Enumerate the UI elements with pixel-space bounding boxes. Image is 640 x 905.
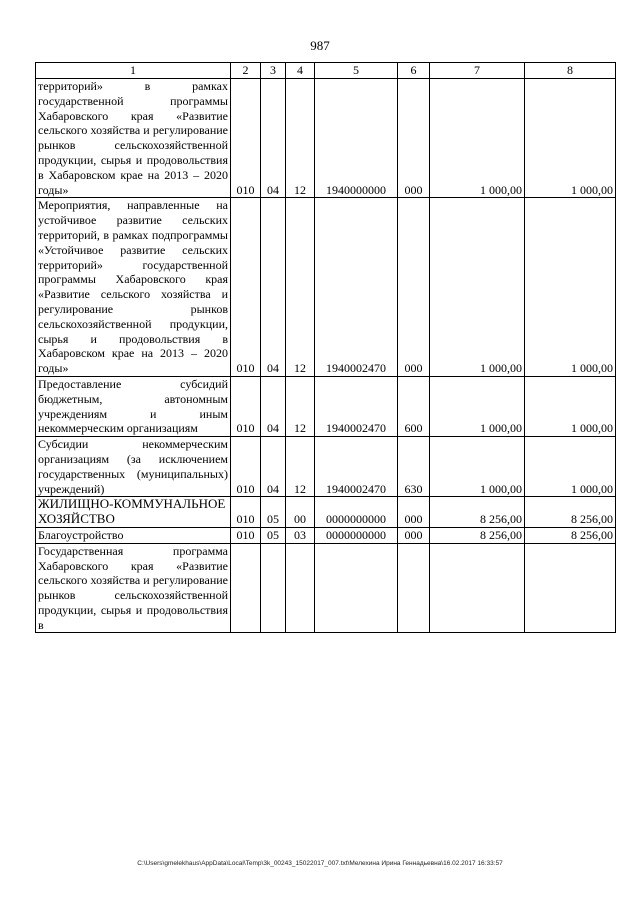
- table-row: [36, 198, 616, 377]
- cell-section: 05: [261, 527, 286, 543]
- table-row: [36, 497, 616, 528]
- cell-amount-7: 1 000,00: [430, 437, 525, 497]
- table-row: [36, 79, 616, 198]
- cell-ministry-code: [231, 543, 261, 633]
- cell-subsection: 12: [286, 376, 315, 436]
- header-cell-3: 3: [261, 63, 286, 79]
- cell-amount-8: 8 256,00: [525, 497, 616, 528]
- cell-target-article: [315, 543, 398, 633]
- header-cell-7: 7: [430, 63, 525, 79]
- cell-subsection: 12: [286, 437, 315, 497]
- table-row: [36, 437, 616, 497]
- cell-amount-8: 1 000,00: [525, 79, 616, 198]
- budget-table: [35, 62, 616, 633]
- cell-ministry-code: 010: [231, 198, 261, 377]
- cell-ministry-code: 010: [231, 79, 261, 198]
- cell-target-article: 1940002470: [315, 198, 398, 377]
- cell-target-article: 0000000000: [315, 527, 398, 543]
- row-description: территорий» в рамках государственной программы Хабаровского края «Развитие сельского хозяйства и регулирование рынков сельскохозяйственной продукции, сырья и продовольствия в Хабаровском крае на 2013 – 2020 годы»: [36, 79, 231, 198]
- cell-section: 04: [261, 376, 286, 436]
- cell-amount-8: 1 000,00: [525, 437, 616, 497]
- row-description: ЖИЛИЩНО-КОММУНАЛЬНОЕ ХОЗЯЙСТВО: [36, 497, 231, 528]
- cell-amount-7: [430, 543, 525, 633]
- cell-subsection: 12: [286, 198, 315, 377]
- cell-target-article: 0000000000: [315, 497, 398, 528]
- cell-section: 04: [261, 79, 286, 198]
- cell-subsection: [286, 543, 315, 633]
- header-row: [36, 63, 616, 79]
- page-number: 987: [310, 38, 330, 53]
- cell-ministry-code: 010: [231, 376, 261, 436]
- table-row: [36, 543, 616, 633]
- cell-amount-7: 1 000,00: [430, 376, 525, 436]
- cell-target-article: 1940000000: [315, 79, 398, 198]
- row-description: Благоустройство: [36, 527, 231, 543]
- cell-expense-type: 630: [398, 437, 430, 497]
- cell-subsection: 12: [286, 79, 315, 198]
- header-cell-2: 2: [231, 63, 261, 79]
- cell-ministry-code: 010: [231, 437, 261, 497]
- cell-expense-type: 000: [398, 497, 430, 528]
- cell-amount-7: 8 256,00: [430, 527, 525, 543]
- table-row: [36, 527, 616, 543]
- row-description: Субсидии некоммерческим организациям (за исключением государственных (муниципальных) учреждений): [36, 437, 231, 497]
- header-cell-8: 8: [525, 63, 616, 79]
- cell-target-article: 1940002470: [315, 437, 398, 497]
- document-footer-path: C:\Users\gmelekhaus\AppData\Local\Temp\3k_00243_15022017_007.txt\Мелехина Ирина Геннадьевна\16.02.2017 16:33:57: [137, 860, 503, 867]
- header-cell-6: 6: [398, 63, 430, 79]
- table-row: [36, 376, 616, 436]
- header-cell-5: 5: [315, 63, 398, 79]
- cell-section: 04: [261, 198, 286, 377]
- cell-expense-type: 600: [398, 376, 430, 436]
- row-description: Государственная программа Хабаровского края «Развитие сельского хозяйства и регулирование рынков сельскохозяйственной продукции, сырья и продовольствия в: [36, 543, 231, 633]
- cell-subsection: 00: [286, 497, 315, 528]
- cell-section: 04: [261, 437, 286, 497]
- cell-section: 05: [261, 497, 286, 528]
- cell-ministry-code: 010: [231, 527, 261, 543]
- cell-amount-8: 8 256,00: [525, 527, 616, 543]
- cell-amount-7: 1 000,00: [430, 198, 525, 377]
- row-description: Мероприятия, направленные на устойчивое развитие сельских территорий, в рамках подпрограммы «Устойчивое развитие сельских территорий» государственной программы Хабаровского края «Развитие сельского хозяйства и регулирование рынков сельскохозяйственной продукции, сырья и продовольствия в Хабаровском крае на 2013 – 2020 годы»: [36, 198, 231, 377]
- cell-amount-7: 1 000,00: [430, 79, 525, 198]
- cell-expense-type: 000: [398, 527, 430, 543]
- header-cell-1: 1: [36, 63, 231, 79]
- cell-expense-type: 000: [398, 79, 430, 198]
- cell-expense-type: [398, 543, 430, 633]
- cell-section: [261, 543, 286, 633]
- cell-ministry-code: 010: [231, 497, 261, 528]
- cell-amount-8: [525, 543, 616, 633]
- cell-amount-8: 1 000,00: [525, 376, 616, 436]
- cell-amount-7: 8 256,00: [430, 497, 525, 528]
- cell-amount-8: 1 000,00: [525, 198, 616, 377]
- cell-expense-type: 000: [398, 198, 430, 377]
- cell-target-article: 1940002470: [315, 376, 398, 436]
- row-description: Предоставление субсидий бюджетным, автономным учреждениям и иным некоммерческим организациям: [36, 376, 231, 436]
- cell-subsection: 03: [286, 527, 315, 543]
- header-cell-4: 4: [286, 63, 315, 79]
